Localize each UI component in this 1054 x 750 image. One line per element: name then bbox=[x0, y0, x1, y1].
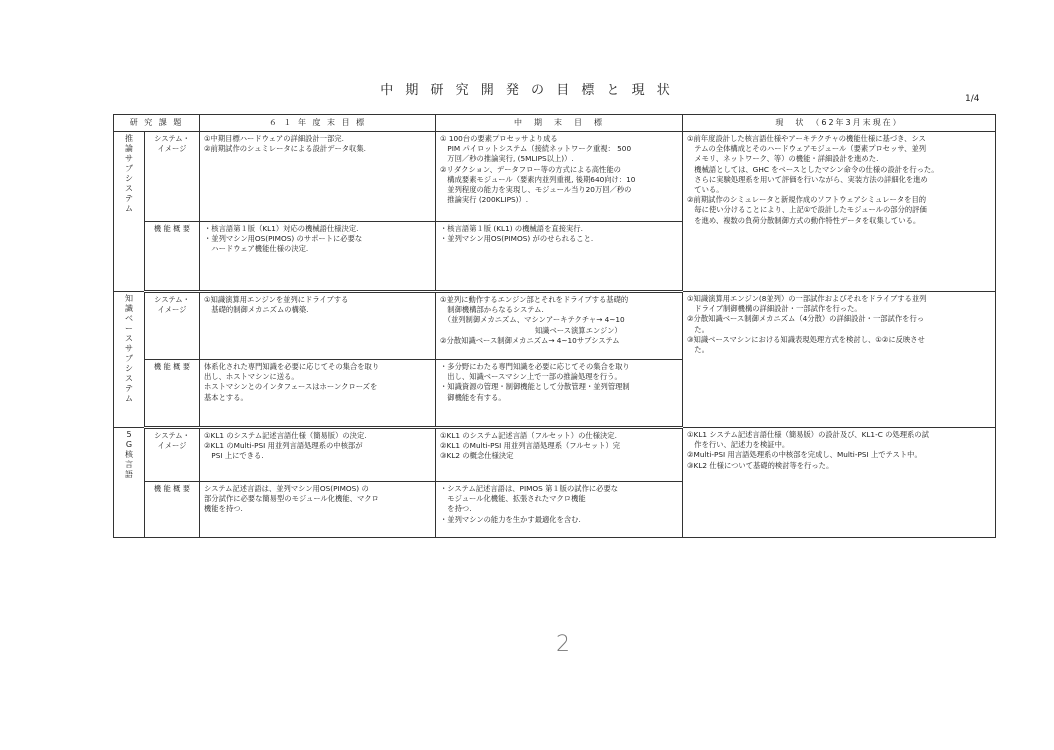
header-research-topic: 研 究 課 題 bbox=[114, 115, 200, 132]
midterm-cell: ・システム記述言語は、PIMOS 第１版の試作に必要な モジュール化機能、拡張されたマクロ機能 を持つ. ・並列マシンの能力を生かす最適化を含む. bbox=[436, 482, 683, 538]
fy61-cell: ①KL1 のシステム記述言語仕様（簡易版）の決定. ②KL1 のMulti-PSI 用並列言語処理系の中核部が PSI 上にできる. bbox=[200, 428, 436, 482]
row-label: 機 能 概 要 bbox=[145, 360, 200, 428]
header-fy61-goal: ６ １ 年 度 末 目 標 bbox=[200, 115, 436, 132]
fy61-cell: ①知識演算用エンジンを並列にドライブする 基礎的制御メカニズムの構築. bbox=[200, 292, 436, 360]
research-goals-table bbox=[113, 114, 996, 538]
row-label: システム・ イメージ bbox=[145, 292, 200, 360]
midterm-cell: ① 100台の要素プロセッサより成る PIM パイロットシステム（接続ネットワーク重視： 500 万回／秒の推論実行, (5MLIPS以上)）. ②リダクション、データフロー等の方式による高性能の 構成要素モジュール（要素内並列重視, 後期640向け：10 並列程度の能力を実現し、モジュール当り20万回／秒の 推論実行 (200KLIPS)）. bbox=[436, 132, 683, 222]
table-header-row bbox=[114, 115, 996, 132]
table-row bbox=[114, 292, 996, 360]
midterm-cell: ・核言語第１版 (KL1) の機械語を直接実行. ・並列マシン用OS(PIMOS) がのせられること. bbox=[436, 222, 683, 292]
fy61-cell: システム記述言語は、並列マシン用OS(PIMOS) の 部分試作に必要な簡易型のモジュール化機能、マクロ 機能を持つ. bbox=[200, 482, 436, 538]
midterm-cell: ・多分野にわたる専門知識を必要に応じてその集合を取り 出し、知識ベースマシン上で一部の推論処理を行う。 ・知識資源の管理・制御機能として分散管理・並列管理制 御機能を有する。 bbox=[436, 360, 683, 428]
handwritten-page-number: 2 bbox=[556, 632, 570, 657]
page-title: 中 期 研 究 開 発 の 目 標 と 現 状 bbox=[380, 83, 674, 98]
row-label: システム・ イメージ bbox=[145, 132, 200, 222]
table-row bbox=[114, 132, 996, 222]
status-cell: ①KL1 システム記述言語仕様（簡易版）の設計及び、KL1-C の処理系の試 作を行い、記述力を検証中。 ②Multi-PSI 用言語処理系の中核部を完成し、Multi-PSI 上でテスト中。 ③KL2 仕様について基礎的検討等を行った。 bbox=[683, 428, 996, 538]
row-label: システム・ イメージ bbox=[145, 428, 200, 482]
status-cell: ①知識演算用エンジン(8並列）の一部試作およびそれをドライブする並列 ドライブ制御機構の詳細設計・一部試作を行った。 ②分散知識ベース制御メカニズム（4分散）の詳細設計・一部試作を行っ た。 ③知識ベースマシンにおける知識表現処理方式を検討し、①②に反映させ た。 bbox=[683, 292, 996, 428]
fy61-cell: ・核言語第１版（KL1）対応の機械語仕様決定. ・並列マシン用OS(PIMOS) のサポートに必要な ハードウェア機能仕様の決定. bbox=[200, 222, 436, 292]
header-current-status: 現 状 （62年3月末現在） bbox=[683, 115, 996, 132]
fy61-cell: ①中期目標ハードウェアの詳細設計一部完. ②前期試作のシュミレータによる設計データ収集. bbox=[200, 132, 436, 222]
page-number: 1/4 bbox=[965, 94, 980, 104]
section-label-5g-kernel-language: 5G核言語 bbox=[114, 428, 145, 538]
status-cell: ①前年度設計した核言語仕様やアーキテクチャの機能仕様に基づき、シス テムの全体構成とそのハードウェアモジュール（要素プロセッサ、並列 メモリ、ネットワーク、等）の機能・詳細設計を進めた. 機械語としては、GHC をベースとしたマシン命令の仕様の設計を行った。 さらに実験処理系を用いて評価を行いながら、実装方法の詳細化を進め ている。 ②前期試作のシミュレータと新規作成のソフトウェアシミュレータを目的 毎に使い分けることにより、上記①で設計したモジュールの部分的評価 を進め、複数の負荷分散制御方式の動作特性データを収集している。 bbox=[683, 132, 996, 292]
header-midterm-goal: 中 期 末 目 標 bbox=[436, 115, 683, 132]
section-label-knowledge-base: 知識ベースサブシステム bbox=[114, 292, 145, 428]
table-row bbox=[114, 428, 996, 482]
section-label-inference: 推論サブシステム bbox=[114, 132, 145, 292]
midterm-cell: ①並列に動作するエンジン部とそれをドライブする基礎的 制御機構部からなるシステム. （並列制御メカニズム、マシンアーキテクチャ→ 4~10 知識ベース演算エンジン） ②分散知識ベース制御メカニズム→ 4~10サブシステム bbox=[436, 292, 683, 360]
row-label: 機 能 概 要 bbox=[145, 482, 200, 538]
fy61-cell: 体系化された専門知識を必要に応じてその集合を取り 出し、ホストマシンに送る。 ホストマシンとのインタフェースはホーンクローズを 基本とする。 bbox=[200, 360, 436, 428]
midterm-cell: ①KL1 のシステム記述言語（フルセット）の仕様決定. ②KL1 のMulti-PSI 用並列言語処理系（フルセット）完 ③KL2 の概念仕様決定 bbox=[436, 428, 683, 482]
row-label: 機 能 概 要 bbox=[145, 222, 200, 292]
